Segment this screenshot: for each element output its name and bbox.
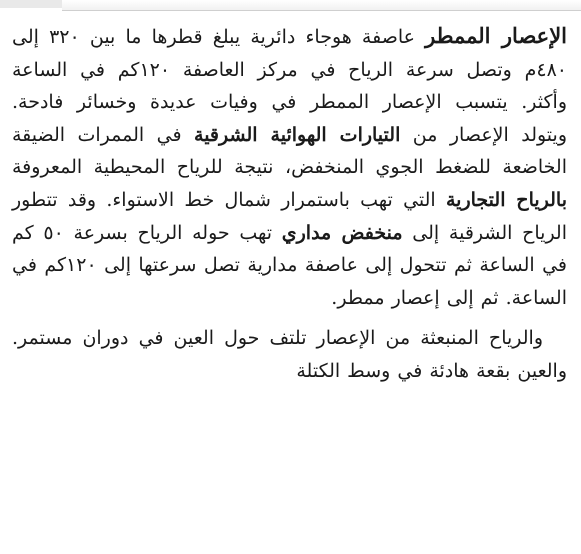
- bold-term: بالرياح التجارية: [445, 188, 567, 211]
- article-heading: الإعصار الممطر: [425, 23, 568, 48]
- paragraph-1: [12, 20, 567, 314]
- text-run: والرياح المنبعثة من الإعصار تلتف حول العين في دوران مستمر. والعين بقعة هادئة في وسط الكتلة: [12, 327, 567, 382]
- paragraph-2: [12, 322, 567, 387]
- text-run: تهب حوله الرياح بسرعة ٥٠ كم في الساعة ثم تتحول إلى عاصفة مدارية تصل سرعتها إلى ١٢٠كم في الساعة. ثم إلى إعصار ممطر.: [12, 221, 567, 309]
- document-page: [12, 20, 567, 548]
- text-run: في الممرات الضيقة الخاضعة للضغط الجوي المنخفض، نتيجة للرياح المحيطية المعروفة: [12, 123, 567, 179]
- text-run: التي تهب باستمرار شمال خط الاستواء. وقد تتطور الرياح الشرقية إلى: [12, 188, 568, 244]
- bold-term: التيارات الهوائية الشرقية: [194, 123, 401, 146]
- text-run: عاصفة هوجاء دائرية يبلغ قطرها ما بين ٣٢٠ إلى ٤٨٠م وتصل سرعة الرياح في مركز العاصفة ١٢٠كم في الساعة وأكثر. يتسبب الإعصار الممطر في وفيات عديدة وخسائر فادحة. ويتولد الإعصار من: [12, 26, 567, 146]
- top-rule: [62, 0, 581, 11]
- corner-bar: [0, 0, 62, 8]
- bold-term: منخفض مداري: [281, 221, 403, 244]
